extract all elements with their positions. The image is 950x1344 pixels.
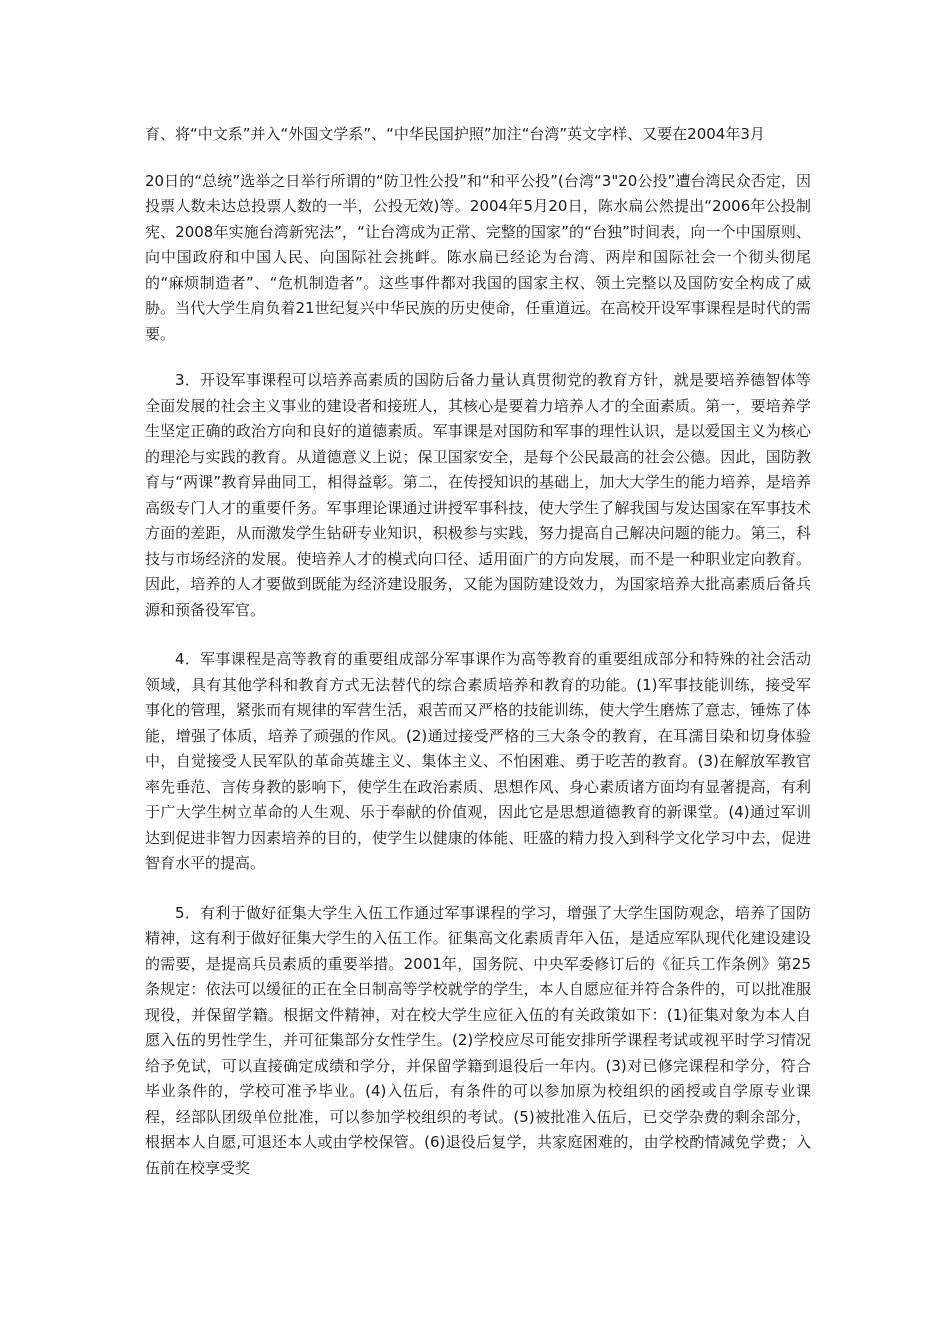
document-body bbox=[145, 122, 811, 1181]
paragraph-fragment: 育、将“中文系”并入“外国文学系”、“中华民国护照”加注“台湾”英文字样、又要在2004年3月 bbox=[145, 125, 765, 143]
paragraph-4: 4．军事课程是高等教育的重要组成部分军事课作为高等教育的重要组成部分和特殊的社会活动领域，具有其他学科和教育方式无法替代的综合素质培养和教育的功能。(1)军事技能训练，接受军事化的管理，紧张而有规律的军营生活，艰苦而又严格的技能训练，使大学生磨炼了意志，锤炼了体能，增强了体质，培养了顽强的作风。(2)通过接受严格的三大条令的教育，在耳濡目染和切身体验中，自觉接受人民军队的革命英雄主义、集体主义、不怕困难、勇于吃苦的教育。(3)在解放军教官率先垂范、言传身教的影响下，使学生在政治素质、思想作风、身心素质诸方面均有显著提高，有利于广大学生树立革命的人生观、乐于奉献的价值观，因此它是思想道德教育的新课堂。(4)通过军训达到促进非智力因素培养的目的，使学生以健康的体能、旺盛的精力投入到科学文化学习中去，促进智育水平的提高。 bbox=[145, 650, 811, 872]
paragraph-continuation: 20日的“总统”选举之日举行所谓的“防卫性公投”和“和平公投”(台湾“3"20公投”遭台湾民众否定，因投票人数未达总投票人数的一半，公投无效)等。2004年5月20日，陈水扁公然提出“2006年公投制宪、2008年实施台湾新宪法”，“让台湾成为正常、完整的国家”的“台独”时间表，向一个中国原则、向中国政府和中国人民、向国际社会挑衅。陈水扁已经论为台湾、两岸和国际社会一个彻头彻尾的“麻烦制造者”、“危机制造者”。这些事件都对我国的国家主权、领土完整以及国防安全构成了威胁。当代大学生肩负着21世纪复兴中华民族的历史使命，任重道远。在高校开设军事课程是时代的需要。 bbox=[145, 171, 811, 343]
paragraph-3: 3．开设军事课程可以培养高素质的国防后备力量认真贯彻党的教育方针，就是要培养德智体等全面发展的社会主义事业的建设者和接班人，其核心是要着力培养人才的全面素质。第一，要培养学生坚定正确的政治方向和良好的道德素质。军事课是对国防和军事的理性认识，是以爱国主义为核心的理沦与实践的教育。从道德意义上说；保卫国家安全，是每个公民最高的社会公德。因此，国防教育与“两课”教育异曲同工，相得益彰。第二，在传授知识的基础上，加大大学生的能力培养，是培养高级专门人才的重要仟务。军事理论课通过讲授军事科技，使大学生了解我国与发达国家在军事技术方面的差距，从而激发学生钻研专业知识，积极参与实践，努力提高自己解决问题的能力。第三，科技与市场经济的发展。使培养人才的模式向口径、适用面广的方向发展，而不是一种职业定向教育。因此，培养的人才要做到既能为经济建设服务，又能为国防建设效力，为国家培养大批高素质后备兵源和预备役军官。 bbox=[145, 371, 811, 619]
paragraph-5: 5．有利于做好征集大学生入伍工作通过军事课程的学习，增强了大学生国防观念，培养了国防精神，这有利于做好征集大学生的入伍工作。征集高文化素质青年入伍，是适应军队现代化建设建设的需要，是提高兵员素质的重要举措。2001年，国务院、中央军委修订后的《征兵工作条例》第25条规定：依法可以缓征的正在全日制高等学校就学的学生，本人自愿应征并符合条件的，可以批准服现役，并保留学籍。根据文件精神，对在校大学生应征入伍的有关政策如下：(1)征集对象为本人自愿入伍的男性学生，并可征集部分女性学生。(2)学校应尽可能安排所学课程考试或视平时学习情况给予免试，可以直接确定成绩和学分，并保留学籍到退役后一年内。(3)对已修完课程和学分，符合毕业条件的，学校可准予毕业。(4)入伍后，有条件的可以参加原为校组织的函授或自学原专业课程，经部队团级单位批准，可以参加学校组织的考试。(5)被批准入伍后，已交学杂费的剩余部分，根据本人自愿,可退还本人或由学校保管。(6)退役后复学，共家庭困难的，由学校酌情减免学费；入伍前在校享受奖 bbox=[145, 903, 811, 1177]
